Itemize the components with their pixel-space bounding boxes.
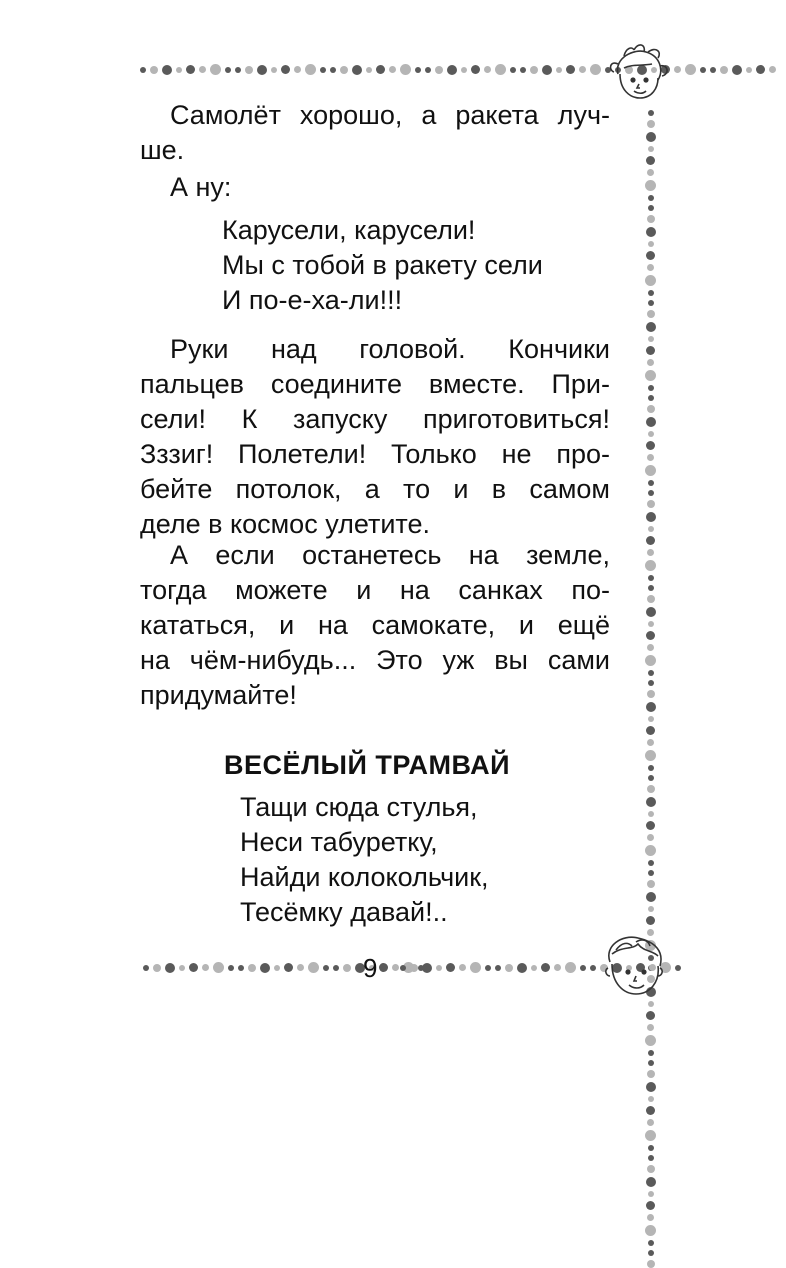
- decor-dot: [647, 359, 654, 366]
- decor-dot: [647, 1260, 655, 1268]
- decor-dot: [648, 670, 654, 676]
- decor-dot: [648, 241, 654, 247]
- decor-dot: [648, 906, 654, 912]
- poem-line: Неси табуретку,: [240, 827, 438, 857]
- decor-dot: [153, 964, 161, 972]
- text-line: бейте потолок, а то и в самом: [140, 474, 610, 504]
- decor-dot: [435, 66, 443, 74]
- decor-dot: [446, 963, 455, 972]
- boy-face-icon: [598, 932, 672, 1008]
- decor-dot: [648, 290, 654, 296]
- decor-dot: [297, 964, 304, 971]
- decor-dot: [646, 821, 655, 830]
- decor-dot: [495, 64, 506, 75]
- decor-dot: [189, 963, 198, 972]
- decor-dot: [648, 585, 654, 591]
- decor-dot: [648, 480, 654, 486]
- decor-dot: [648, 490, 654, 496]
- decor-dot: [645, 1225, 656, 1236]
- decor-dot: [238, 965, 244, 971]
- decor-dot: [674, 66, 681, 73]
- decor-dot: [769, 66, 776, 73]
- decor-dot: [646, 631, 655, 640]
- decor-dot: [700, 67, 706, 73]
- decor-dot: [281, 65, 290, 74]
- decor-dot: [648, 1240, 654, 1246]
- decor-dot: [646, 156, 655, 165]
- decor-dot: [646, 251, 655, 260]
- decor-dot: [645, 655, 656, 666]
- decor-dot: [199, 66, 206, 73]
- decor-dot: [645, 1035, 656, 1046]
- decor-dot: [648, 385, 654, 391]
- decor-dot: [531, 965, 537, 971]
- decor-dot: [210, 64, 221, 75]
- decor-dot: [162, 65, 172, 75]
- decor-dot: [590, 965, 596, 971]
- decor-dot: [646, 346, 655, 355]
- decor-dot: [645, 180, 656, 191]
- bottom-dot-border-left: [143, 962, 424, 973]
- decor-dot: [646, 227, 656, 237]
- decor-dot: [320, 67, 326, 73]
- decor-dot: [379, 963, 388, 972]
- decor-dot: [647, 644, 654, 651]
- decor-dot: [271, 67, 277, 73]
- decor-dot: [646, 536, 655, 545]
- decor-dot: [647, 1024, 654, 1031]
- decor-dot: [389, 66, 396, 73]
- decor-dot: [746, 67, 752, 73]
- paragraph-2: [140, 332, 610, 542]
- section-title: ВЕСЁЛЫЙ ТРАМВАЙ: [224, 750, 511, 780]
- decor-dot: [648, 1050, 654, 1056]
- decor-dot: [648, 300, 654, 306]
- decor-dot: [541, 963, 550, 972]
- decor-dot: [645, 370, 656, 381]
- decor-dot: [648, 765, 654, 771]
- poem-carousel: [222, 213, 622, 318]
- decor-dot: [647, 454, 654, 461]
- decor-dot: [647, 785, 655, 793]
- decor-dot: [648, 870, 654, 876]
- decor-dot: [410, 964, 418, 972]
- decor-dot: [648, 811, 654, 817]
- decor-dot: [294, 66, 301, 73]
- interjection-text: А ну:: [170, 172, 232, 202]
- decor-dot: [648, 575, 654, 581]
- decor-dot: [284, 963, 293, 972]
- decor-dot: [245, 66, 253, 74]
- decor-dot: [376, 65, 385, 74]
- decor-dot: [720, 66, 728, 74]
- decor-dot: [308, 962, 319, 973]
- decor-dot: [484, 66, 491, 73]
- decor-dot: [340, 66, 348, 74]
- decor-dot: [648, 395, 654, 401]
- decor-dot: [647, 310, 655, 318]
- decor-dot: [756, 65, 765, 74]
- decor-dot: [646, 1177, 656, 1187]
- decor-dot: [647, 1165, 655, 1173]
- text-line: деле в космос улетите.: [140, 509, 431, 539]
- decor-dot: [447, 65, 457, 75]
- decor-dot: [647, 405, 655, 413]
- decor-dot: [520, 67, 526, 73]
- decor-dot: [510, 67, 516, 73]
- decor-dot: [646, 441, 655, 450]
- decor-dot: [646, 607, 656, 617]
- decor-dot: [257, 65, 267, 75]
- decor-dot: [590, 64, 601, 75]
- decor-dot: [648, 1191, 654, 1197]
- decor-dot: [646, 322, 656, 332]
- decor-dot: [645, 1130, 656, 1141]
- poem-line: Карусели, карусели!: [222, 215, 476, 245]
- decor-dot: [459, 964, 466, 971]
- decor-dot: [471, 65, 480, 74]
- decor-dot: [648, 1250, 654, 1256]
- decor-dot: [323, 965, 329, 971]
- decor-dot: [648, 110, 654, 116]
- decor-dot: [647, 1070, 655, 1078]
- decor-dot: [556, 67, 562, 73]
- decor-dot: [425, 67, 431, 73]
- decor-dot: [648, 1155, 654, 1161]
- decor-dot: [646, 1082, 656, 1092]
- decor-dot: [647, 549, 654, 556]
- poem-line: Мы с тобой в ракету сели: [222, 250, 543, 280]
- decor-dot: [186, 65, 195, 74]
- decor-dot: [646, 1201, 655, 1210]
- decor-dot: [461, 67, 467, 73]
- girl-face-icon: [604, 40, 672, 108]
- decor-dot: [647, 120, 655, 128]
- text-line: кататься, и на самокате, и ещё: [140, 610, 610, 640]
- text-line: сели! К запуску приготовиться!: [140, 404, 610, 434]
- decor-dot: [645, 465, 656, 476]
- decor-dot: [648, 526, 654, 532]
- poem-line: Тесёмку давай!..: [240, 897, 448, 927]
- decor-dot: [645, 560, 656, 571]
- decor-dot: [392, 964, 399, 971]
- decor-dot: [647, 1214, 654, 1221]
- decor-dot: [343, 964, 351, 972]
- top-dot-border: [140, 64, 776, 75]
- decor-dot: [647, 215, 655, 223]
- decor-dot: [648, 336, 654, 342]
- decor-dot: [646, 417, 656, 427]
- decor-dot: [248, 964, 256, 972]
- decor-dot: [648, 1145, 654, 1151]
- decor-dot: [165, 963, 175, 973]
- decor-dot: [648, 775, 654, 781]
- decor-dot: [647, 500, 655, 508]
- decor-dot: [436, 965, 442, 971]
- decor-dot: [647, 834, 654, 841]
- decor-dot: [648, 195, 654, 201]
- decor-dot: [225, 67, 231, 73]
- decor-dot: [228, 965, 234, 971]
- decor-dot: [648, 205, 654, 211]
- decor-dot: [176, 67, 182, 73]
- decor-dot: [495, 965, 501, 971]
- decor-dot: [648, 146, 654, 152]
- text-line: на чём-нибудь... Это уж вы сами: [140, 645, 610, 675]
- decor-dot: [648, 716, 654, 722]
- decor-dot: [647, 1119, 654, 1126]
- decor-dot: [648, 680, 654, 686]
- decor-dot: [352, 65, 362, 75]
- decor-dot: [648, 1060, 654, 1066]
- decor-dot: [646, 892, 656, 902]
- poem-tram: [240, 790, 600, 930]
- decor-dot: [202, 964, 209, 971]
- decor-dot: [530, 66, 538, 74]
- decor-dot: [580, 965, 586, 971]
- decor-dot: [646, 797, 656, 807]
- decor-dot: [366, 67, 372, 73]
- decor-dot: [505, 964, 513, 972]
- decor-dot: [330, 67, 336, 73]
- text-line: А если останетесь на земле,: [170, 540, 610, 570]
- decor-dot: [179, 965, 185, 971]
- decor-dot: [143, 965, 149, 971]
- text-line: придумайте!: [140, 680, 297, 710]
- decor-dot: [645, 750, 656, 761]
- decor-dot: [647, 595, 655, 603]
- decor-dot: [646, 132, 656, 142]
- decor-dot: [565, 962, 576, 973]
- decor-dot: [542, 65, 552, 75]
- decor-dot: [305, 64, 316, 75]
- text-line: Самолёт хорошо, а ракета луч-: [170, 100, 610, 130]
- decor-dot: [470, 962, 481, 973]
- page-number: 9: [363, 953, 378, 983]
- decor-dot: [647, 264, 654, 271]
- decor-dot: [646, 726, 655, 735]
- decor-dot: [517, 963, 527, 973]
- decor-dot: [646, 702, 656, 712]
- text-line: пальцев соедините вместе. При-: [140, 369, 610, 399]
- decor-dot: [140, 67, 146, 73]
- decor-dot: [732, 65, 742, 75]
- decor-dot: [647, 690, 655, 698]
- decor-dot: [645, 845, 656, 856]
- decor-dot: [213, 962, 224, 973]
- decor-dot: [260, 963, 270, 973]
- decor-dot: [647, 169, 654, 176]
- decor-dot: [648, 621, 654, 627]
- decor-dot: [150, 66, 158, 74]
- decor-dot: [646, 512, 656, 522]
- decor-dot: [645, 275, 656, 286]
- decor-dot: [485, 965, 491, 971]
- decor-dot: [400, 64, 411, 75]
- text-line: тогда можете и на санках по-: [140, 575, 610, 605]
- decor-dot: [710, 67, 716, 73]
- decor-dot: [646, 1011, 655, 1020]
- text-line: Руки над головой. Кончики: [170, 334, 610, 364]
- decor-dot: [648, 1096, 654, 1102]
- decor-dot: [648, 431, 654, 437]
- decor-dot: [422, 963, 432, 973]
- text-line: ше.: [140, 135, 185, 165]
- decor-dot: [647, 880, 655, 888]
- decor-dot: [646, 1106, 655, 1115]
- decor-dot: [675, 965, 681, 971]
- paragraph-3: [140, 538, 610, 713]
- decor-dot: [579, 66, 586, 73]
- text-line: Зззиг! Полетели! Только не про-: [140, 439, 610, 469]
- poem-line: Тащи сюда стулья,: [240, 792, 478, 822]
- decor-dot: [685, 64, 696, 75]
- right-dot-border: [645, 110, 656, 1268]
- poem-line: Найди колокольчик,: [240, 862, 489, 892]
- decor-dot: [235, 67, 241, 73]
- paragraph-1: [140, 98, 610, 168]
- decor-dot: [566, 65, 575, 74]
- decor-dot: [415, 67, 421, 73]
- decor-dot: [400, 965, 406, 971]
- decor-dot: [274, 965, 280, 971]
- decor-dot: [554, 964, 561, 971]
- decor-dot: [333, 965, 339, 971]
- poem-line: И по-е-ха-ли!!!: [222, 285, 403, 315]
- decor-dot: [648, 860, 654, 866]
- decor-dot: [646, 916, 655, 925]
- decor-dot: [647, 739, 654, 746]
